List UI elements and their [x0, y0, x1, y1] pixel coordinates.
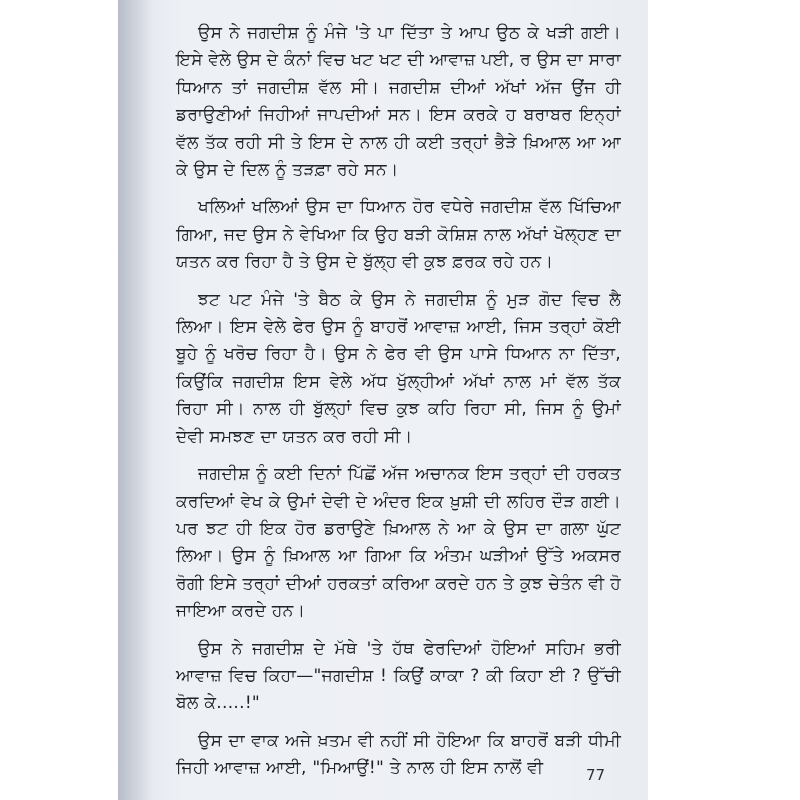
paragraph-text: ਝਟ ਪਟ ਮੰਜੇ 'ਤੇ ਬੈਠ ਕੇ ਉਸ ਨੇ ਜਗਦੀਸ਼ ਨੂੰ ਮੁੜ ਗੋਦ ਵਿਚ ਲੈ ਲਿਆ। ਇਸ ਵੇਲੇ ਫੇਰ ਉਸ ਨੂੰ ਬਾਹਰੋਂ ਆਵਾਜ਼ ਆਈ, ਜਿਸ ਤਰ੍ਹਾਂ ਕੋਈ ਬੂਹੇ ਨੂੰ ਖਰੋਚ ਰਿਹਾ ਹੈ। ਉਸ ਨੇ ਫੇਰ ਵੀ ਉਸ ਪਾਸੇ ਧਿਆਨ ਨਾ ਦਿੱਤਾ, ਕਿਉਂਕਿ ਜਗਦੀਸ਼ ਇਸ ਵੇਲੇ ਅੱਧ ਖੁੱਲ੍ਹੀਆਂ ਅੱਖਾਂ ਨਾਲ ਮਾਂ ਵੱਲ ਤੱਕ ਰਿਹਾ ਸੀ। ਨਾਲ ਹੀ ਬੁੱਲ੍ਹਾਂ ਵਿਚ ਕੁਝ ਕਹਿ ਰਿਹਾ ਸੀ, ਜਿਸ ਨੂੰ ਉਮਾਂ ਦੇਵੀ ਸਮਝਣ ਦਾ ਯਤਨ ਕਰ ਰਹੀ ਸੀ। — [176, 289, 621, 447]
paragraph — [176, 20, 621, 184]
page-body — [176, 20, 621, 793]
paragraph — [176, 636, 621, 718]
paragraph-text: ਜਗਦੀਸ਼ ਨੂੰ ਕਈ ਦਿਨਾਂ ਪਿੱਛੋਂ ਅੱਜ ਅਚਾਨਕ ਇਸ ਤਰ੍ਹਾਂ ਦੀ ਹਰਕਤ ਕਰਦਿਆਂ ਵੇਖ ਕੇ ਉਮਾਂ ਦੇਵੀ ਦੇ ਅੰਦਰ ਇਕ ਖ਼ੁਸ਼ੀ ਦੀ ਲਹਿਰ ਦੌੜ ਗਈ। ਪਰ ਝਟ ਹੀ ਇਕ ਹੋਰ ਡਰਾਉਣੇ ਖ਼ਿਆਲ ਨੇ ਆ ਕੇ ਉਸ ਦਾ ਗਲਾ ਘੁੱਟ ਲਿਆ। ਉਸ ਨੂੰ ਖ਼ਿਆਲ ਆ ਗਿਆ ਕਿ ਅੰਤਮ ਘੜੀਆਂ ਉੱਤੇ ਅਕਸਰ ਰੋਗੀ ਇਸੇ ਤਰ੍ਹਾਂ ਦੀਆਂ ਹਰਕਤਾਂ ਕਰਿਆ ਕਰਦੇ ਹਨ ਤੇ ਕੁਝ ਚੇਤੰਨ ਵੀ ਹੋ ਜਾਇਆ ਕਰਦੇ ਹਨ। — [176, 464, 621, 622]
page-number: 77 — [586, 766, 606, 784]
paragraph-text: ਉਸ ਦਾ ਵਾਕ ਅਜੇ ਖ਼ਤਮ ਵੀ ਨਹੀਂ ਸੀ ਹੋਇਆ ਕਿ ਬਾਹਰੋਂ ਬੜੀ ਧੀਮੀ ਜਿਹੀ ਆਵਾਜ਼ ਆਈ, "ਮਿਆਉਂ!" ਤੇ ਨਾਲ ਹੀ ਇਸ ਨਾਲੋਂ ਵੀ — [176, 730, 621, 779]
paragraph-text: ਉਸ ਨੇ ਜਗਦੀਸ਼ ਦੇ ਮੱਥੇ 'ਤੇ ਹੱਥ ਫੇਰਦਿਆਂ ਹੋਇਆਂ ਸਹਿਮ ਭਰੀ ਆਵਾਜ਼ ਵਿਚ ਕਿਹਾ—"ਜਗਦੀਸ਼ ! ਕਿਉਂ ਕਾਕਾ ? ਕੀ ਕਿਹਾ ਈ ? ਉੱਚੀ ਬੋਲ ਕੇ.....!" — [176, 638, 621, 714]
paragraph — [176, 728, 621, 783]
paragraph — [176, 287, 621, 451]
paragraph-text: ਉਸ ਨੇ ਜਗਦੀਸ਼ ਨੂੰ ਮੰਜੇ 'ਤੇ ਪਾ ਦਿੱਤਾ ਤੇ ਆਪ ਉਠ ਕੇ ਖੜੀ ਗਈ। ਇਸੇ ਵੇਲੇ ਉਸ ਦੇ ਕੰਨਾਂ ਵਿਚ ਖਟ ਖਟ ਦੀ ਆਵਾਜ਼ ਪਈ, ਰ ਉਸ ਦਾ ਸਾਰਾ ਧਿਆਨ ਤਾਂ ਜਗਦੀਸ਼ ਵੱਲ ਸੀ। ਜਗਦੀਸ਼ ਦੀਆਂ ਅੱਖਾਂ ਅੱਜ ਉਂਜ ਹੀ ਡਰਾਉਣੀਆਂ ਜਿਹੀਆਂ ਜਾਪਦੀਆਂ ਸਨ। ਇਸ ਕਰਕੇ ਹ ਬਰਾਬਰ ਇਨ੍ਹਾਂ ਵੱਲ ਤੱਕ ਰਹੀ ਸੀ ਤੇ ਇਸ ਦੇ ਨਾਲ ਹੀ ਕਈ ਤਰ੍ਹਾਂ ਭੈੜੇ ਖ਼ਿਆਲ ਆ ਆ ਕੇ ਉਸ ਦੇ ਦਿਲ ਨੂੰ ਤੜਫ਼ਾ ਰਹੇ ਸਨ। — [176, 23, 621, 181]
paragraph — [176, 194, 621, 276]
paragraph — [176, 461, 621, 625]
page-gutter — [118, 0, 152, 800]
paragraph-text: ਖਲਿਆਂ ਖਲਿਆਂ ਉਸ ਦਾ ਧਿਆਨ ਹੋਰ ਵਧੇਰੇ ਜਗਦੀਸ਼ ਵੱਲ ਖਿੱਚਿਆ ਗਿਆ, ਜਦ ਉਸ ਨੇ ਵੇਖਿਆ ਕਿ ਉਹ ਬੜੀ ਕੋਸ਼ਿਸ਼ ਨਾਲ ਅੱਖਾਂ ਖੋਲ੍ਹਣ ਦਾ ਯਤਨ ਕਰ ਰਿਹਾ ਹੈ ਤੇ ਉਸ ਦੇ ਬੁੱਲ੍ਹ ਵੀ ਕੁਝ ਫ਼ਰਕ ਰਹੇ ਹਨ। — [176, 197, 621, 273]
